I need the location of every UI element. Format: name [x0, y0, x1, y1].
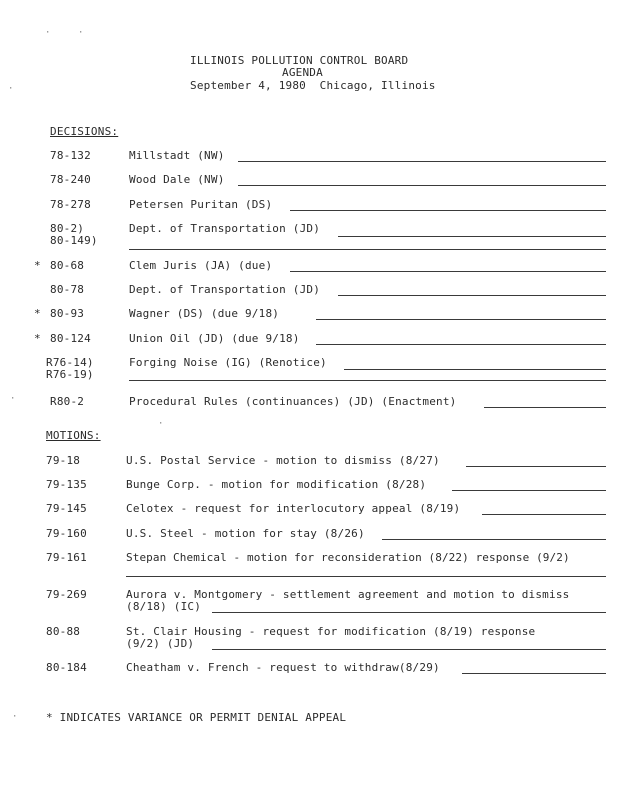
scan-speck: ·: [10, 394, 16, 404]
case-title: Wagner (DS) (due 9/18): [129, 307, 280, 320]
motion-description-continued: (9/2) (JD): [126, 637, 195, 650]
docket-number: 79-161: [46, 551, 87, 564]
motion-description: Stepan Chemical - motion for reconsideration (8/22) response (9/2): [126, 551, 570, 564]
docket-number: 80-88: [46, 625, 81, 638]
signature-line: [382, 539, 606, 540]
motion-description: U.S. Steel - motion for stay (8/26): [126, 527, 365, 540]
docket-number: 79-18: [46, 454, 81, 467]
case-title: Millstadt (NW): [129, 149, 225, 162]
signature-line: [129, 380, 606, 381]
signature-line: [466, 466, 606, 467]
appeal-marker: *: [34, 332, 41, 345]
case-title: Dept. of Transportation (JD): [129, 222, 321, 235]
motion-description-continued: (8/18) (IC): [126, 600, 202, 613]
docket-number: 79-145: [46, 502, 87, 515]
case-title: Forging Noise (IG) (Renotice): [129, 356, 327, 369]
decisions-heading: DECISIONS:: [50, 125, 119, 138]
scan-speck: ·: [78, 28, 84, 38]
signature-line: [126, 576, 606, 577]
motion-description: Cheatham v. French - request to withdraw(8/29): [126, 661, 440, 674]
signature-line: [129, 249, 606, 250]
docket-number: 80-68: [50, 259, 85, 272]
signature-line: [484, 407, 606, 408]
docket-number: 78-240: [50, 173, 91, 186]
docket-number: 78-278: [50, 198, 91, 211]
case-title: Petersen Puritan (DS): [129, 198, 273, 211]
docket-number: 79-135: [46, 478, 87, 491]
docket-number: 79-160: [46, 527, 87, 540]
footnote: * INDICATES VARIANCE OR PERMIT DENIAL APPEAL: [46, 711, 347, 724]
docket-number: 78-132: [50, 149, 91, 162]
signature-line: [238, 185, 606, 186]
case-title: Union Oil (JD) (due 9/18): [129, 332, 300, 345]
motion-description: St. Clair Housing - request for modification (8/19) response: [126, 625, 536, 638]
signature-line: [212, 612, 606, 613]
scan-speck: ·: [45, 28, 51, 38]
docket-number: 80-93: [50, 307, 85, 320]
signature-line: [316, 344, 606, 345]
signature-line: [482, 514, 606, 515]
signature-line: [452, 490, 606, 491]
case-title: Dept. of Transportation (JD): [129, 283, 321, 296]
meeting-date-location: September 4, 1980 Chicago, Illinois: [190, 79, 436, 92]
signature-line: [290, 210, 606, 211]
docket-number: 80-78: [50, 283, 85, 296]
appeal-marker: *: [34, 307, 41, 320]
docket-number: R80-2: [50, 395, 85, 408]
case-title: Procedural Rules (continuances) (JD) (Enactment): [129, 395, 457, 408]
motion-description: Aurora v. Montgomery - settlement agreement and motion to dismiss: [126, 588, 570, 601]
board-name: ILLINOIS POLLUTION CONTROL BOARD: [190, 54, 409, 67]
docket-number: 79-269: [46, 588, 87, 601]
signature-line: [316, 319, 606, 320]
docket-number: 80-124: [50, 332, 91, 345]
agenda-title: AGENDA: [282, 66, 323, 79]
case-title: Clem Juris (JA) (due): [129, 259, 273, 272]
signature-line: [238, 161, 606, 162]
signature-line: [338, 295, 606, 296]
signature-line: [338, 236, 606, 237]
scan-speck: ·: [12, 712, 18, 722]
docket-number-continued: 80-149): [50, 234, 98, 247]
docket-number-continued: R76-19): [46, 368, 94, 381]
motion-description: U.S. Postal Service - motion to dismiss (8/27): [126, 454, 440, 467]
motions-heading: MOTIONS:: [46, 429, 101, 442]
case-title: Wood Dale (NW): [129, 173, 225, 186]
docket-number: 80-2): [50, 222, 85, 235]
motion-description: Celotex - request for interlocutory appeal (8/19): [126, 502, 461, 515]
signature-line: [212, 649, 606, 650]
signature-line: [462, 673, 606, 674]
appeal-marker: *: [34, 259, 41, 272]
motion-description: Bunge Corp. - motion for modification (8/28): [126, 478, 427, 491]
docket-number: 80-184: [46, 661, 87, 674]
scan-speck: ·: [8, 84, 14, 94]
signature-line: [290, 271, 606, 272]
signature-line: [344, 369, 606, 370]
docket-number: R76-14): [46, 356, 94, 369]
scan-speck: ·: [158, 419, 164, 429]
